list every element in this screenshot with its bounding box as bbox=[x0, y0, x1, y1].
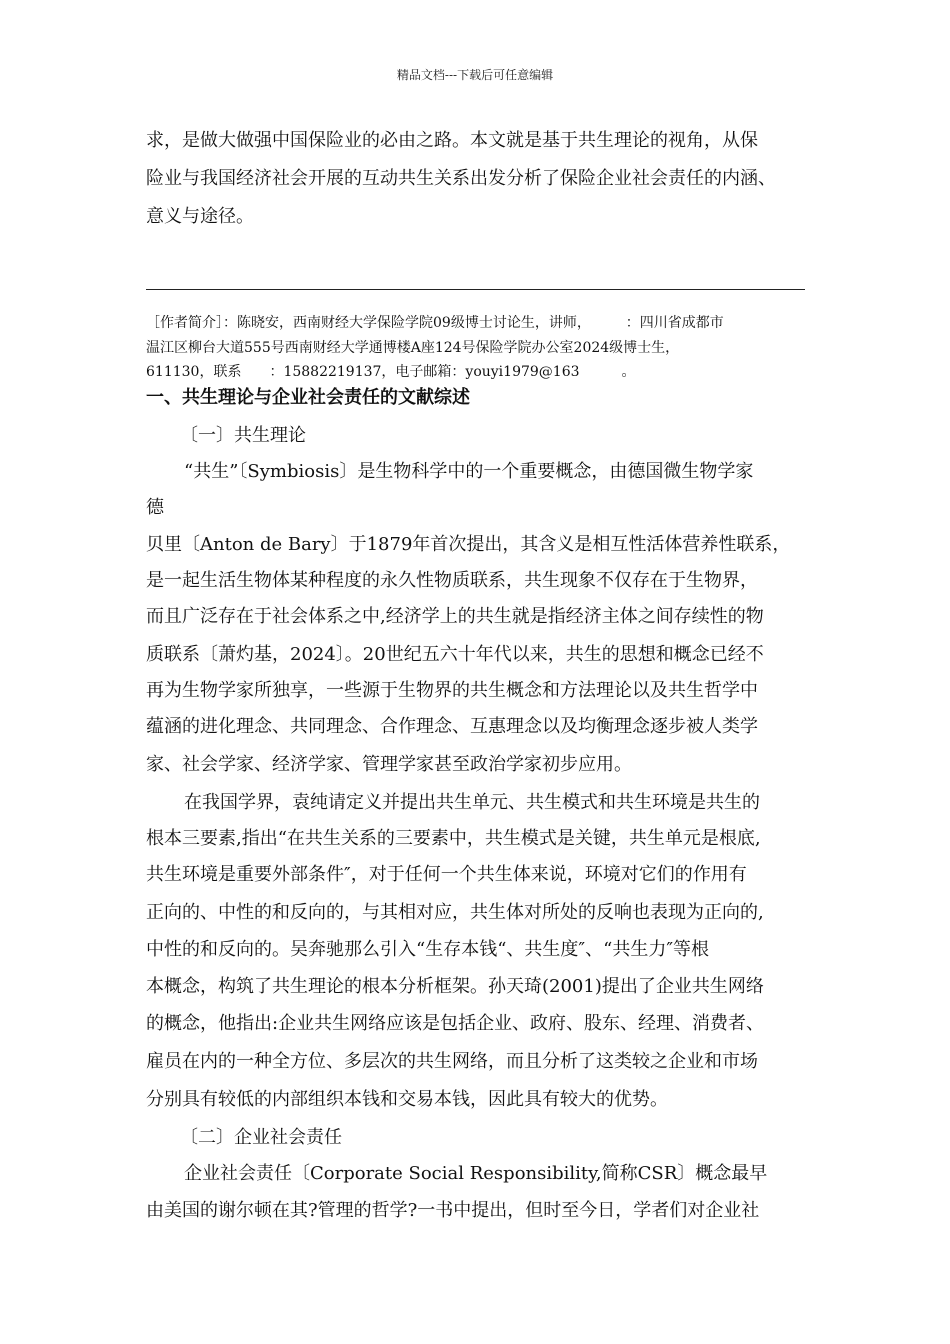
text-line: 在我国学界，袁纯请定义并提出共生单元、共生模式和共生环境是共生的 bbox=[184, 792, 760, 813]
text-line: 而且广泛存在于社会体系之中,经济学上的共生就是指经济主体之间存续性的物 bbox=[146, 606, 764, 627]
text-line: 再为生物学家所独享，一些源于生物界的共生概念和方法理论以及共生哲学中 bbox=[146, 680, 758, 701]
text-line: “共生”〔Symbiosis〕是生物科学中的一个重要概念，由德国微生物学家 bbox=[184, 461, 754, 482]
subsection-heading: 〔一〕共生理论 bbox=[180, 425, 306, 446]
text-line: 意义与途径。 bbox=[146, 206, 254, 227]
text-line: 的概念，他指出:企业共生网络应该是包括企业、政府、股东、经理、消费者、 bbox=[146, 1013, 765, 1034]
footnote-line: ［作者简介］：陈晓安，西南财经大学保险学院09级博士讨论生，讲师， ：四川省成都市 bbox=[146, 315, 724, 331]
section-heading: 一、共生理论与企业社会责任的文献综述 bbox=[146, 387, 470, 408]
text-line: 中性的和反向的。吴奔驰那么引入“生存本钱“、共生度″、“共生力″等根 bbox=[146, 939, 710, 960]
text-line: 分别具有较低的内部组织本钱和交易本钱，因此具有较大的优势。 bbox=[146, 1089, 668, 1110]
footnote-line: 611130，联系 ：15882219137，电子邮箱：youyi1979@163 。 bbox=[146, 364, 636, 380]
text-line: 德 bbox=[146, 497, 164, 518]
text-line: 家、社会学家、经济学家、管理学家甚至政治学家初步应用。 bbox=[146, 754, 632, 775]
text-line: 是一起生活生物体某种程度的永久性物质联系，共生现象不仅存在于生物界， bbox=[146, 570, 758, 591]
text-line: 险业与我国经济社会开展的互动共生关系出发分析了保险企业社会责任的内涵、 bbox=[146, 168, 776, 189]
text-line: 求，是做大做强中国保险业的必由之路。本文就是基于共生理论的视角，从保 bbox=[146, 130, 758, 151]
text-line: 共生环境是重要外部条件″，对于任何一个共生体来说，环境对它们的作用有 bbox=[146, 864, 747, 885]
text-line: 贝里〔Anton de Bary〕于1879年首次提出，其含义是相互性活体营养性联系， bbox=[146, 534, 791, 555]
text-line: 由美国的谢尔顿在其?管理的哲学?一书中提出，但时至今日，学者们对企业社 bbox=[146, 1200, 760, 1221]
text-line: 质联系〔萧灼基，2024〕。20世纪五六十年代以来，共生的思想和概念已经不 bbox=[146, 644, 764, 665]
text-line: 正向的、中性的和反向的，与其相对应，共生体对所处的反响也表现为正向的, bbox=[146, 902, 764, 923]
text-line: 雇员在内的一种全方位、多层次的共生网络，而且分析了这类较之企业和市场 bbox=[146, 1051, 758, 1072]
footnote-divider bbox=[146, 289, 805, 290]
text-line: 蕴涵的进化理念、共同理念、合作理念、互惠理念以及均衡理念逐步被人类学 bbox=[146, 716, 758, 737]
page-header: 精品文档---下载后可任意编辑 bbox=[396, 68, 554, 82]
text-line: 根本三要素,指出“在共生关系的三要素中，共生模式是关键，共生单元是根底, bbox=[146, 828, 761, 849]
text-line: 本概念，构筑了共生理论的根本分析框架。孙天琦(2001)提出了企业共生网络 bbox=[146, 976, 764, 997]
subsection-heading: 〔二〕企业社会责任 bbox=[180, 1127, 342, 1148]
text-line: 企业社会责任〔Corporate Social Responsibility,简称CSR〕概念最早 bbox=[184, 1163, 768, 1184]
footnote-line: 温江区柳台大道555号西南财经大学通博楼A座124号保险学院办公室2024级博士生， bbox=[146, 340, 680, 356]
